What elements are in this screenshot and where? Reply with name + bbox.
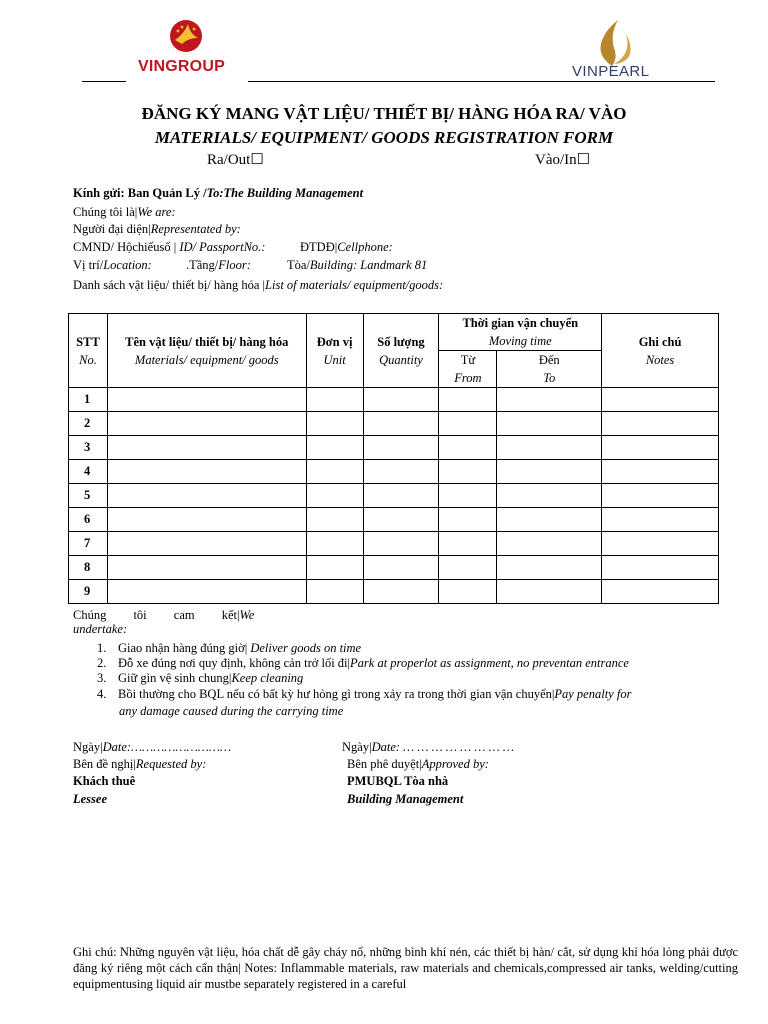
phone-vi: ĐTDĐ| xyxy=(300,240,338,254)
from-vi: Từ xyxy=(460,353,476,367)
list-heading xyxy=(73,278,443,293)
quantity-cell[interactable] xyxy=(363,412,439,436)
undertake-item xyxy=(97,641,361,656)
item-en: Park at properlot as assignment, no preventan entrance xyxy=(350,656,629,670)
unit-cell[interactable] xyxy=(306,436,363,460)
building-management-label-en: Building Management xyxy=(347,792,464,806)
form-title-en: MATERIALS/ EQUIPMENT/ GOODS REGISTRATION FORM xyxy=(154,128,614,147)
lessee-label-en: Lessee xyxy=(73,792,108,806)
req-en: Requested by: xyxy=(135,757,207,771)
name-en: Materials/ equipment/ goods xyxy=(134,352,279,367)
from-cell[interactable] xyxy=(439,532,497,556)
item-name-cell[interactable] xyxy=(107,556,306,580)
lessee-date-field[interactable] xyxy=(73,740,231,755)
table-row xyxy=(69,556,719,580)
floor-field[interactable] xyxy=(186,258,251,273)
header-notes xyxy=(602,314,719,388)
table-row xyxy=(69,508,719,532)
notes-en: Notes xyxy=(645,352,675,367)
quantity-cell[interactable] xyxy=(363,580,439,604)
to-cell[interactable] xyxy=(497,388,602,412)
undertake-item-continuation: any damage caused during the carrying time xyxy=(119,704,344,718)
notes-cell[interactable] xyxy=(602,436,719,460)
to-en: To xyxy=(543,371,556,385)
to-cell[interactable] xyxy=(497,532,602,556)
to-cell[interactable] xyxy=(497,508,602,532)
table-row xyxy=(69,484,719,508)
representative-field[interactable] xyxy=(73,222,241,237)
date-vi: Ngày| xyxy=(73,740,103,754)
quantity-cell[interactable] xyxy=(363,460,439,484)
notes-cell[interactable] xyxy=(602,532,719,556)
vingroup-logo-text: VINGROUP xyxy=(138,58,225,75)
item-name-cell[interactable] xyxy=(107,580,306,604)
notes-cell[interactable] xyxy=(602,412,719,436)
we-are-field[interactable] xyxy=(73,205,176,220)
phone-en: Cellphone: xyxy=(337,240,393,254)
date-en: Date:……………………… xyxy=(102,740,232,754)
unit-cell[interactable] xyxy=(306,460,363,484)
from-cell[interactable] xyxy=(439,484,497,508)
loc-en: Location: xyxy=(103,258,152,272)
time-vi: Thời gian vận chuyển xyxy=(462,316,579,330)
header-name xyxy=(107,314,306,388)
notes-cell[interactable] xyxy=(602,508,719,532)
notes-vi: Ghi chú xyxy=(638,334,682,349)
to-cell[interactable] xyxy=(497,436,602,460)
approved-by-label xyxy=(347,757,489,772)
table-row xyxy=(69,460,719,484)
in-checkbox-label[interactable]: Vào/In☐ xyxy=(535,152,591,168)
notes-cell[interactable] xyxy=(602,484,719,508)
unit-cell[interactable] xyxy=(306,580,363,604)
bldg-vi: Tòa/ xyxy=(287,258,310,272)
unit-cell[interactable] xyxy=(306,484,363,508)
date-en: Date: … … … … … … … … xyxy=(371,740,514,754)
row-number: 3 xyxy=(69,436,108,460)
undertake-item xyxy=(97,687,631,702)
quantity-cell[interactable] xyxy=(363,436,439,460)
unit-cell[interactable] xyxy=(306,556,363,580)
item-vi: Giữ gìn vệ sinh chung| xyxy=(118,671,232,685)
unit-cell[interactable] xyxy=(306,508,363,532)
quantity-cell[interactable] xyxy=(363,556,439,580)
row-number: 2 xyxy=(69,412,108,436)
list-en: List of materials/ equipment/goods: xyxy=(265,278,444,292)
undertake-en: We undertake: xyxy=(73,608,255,636)
header-unit xyxy=(306,314,363,388)
row-number: 7 xyxy=(69,532,108,556)
from-cell[interactable] xyxy=(439,412,497,436)
header-moving-time xyxy=(439,314,602,351)
qty-en: Quantity xyxy=(379,352,423,367)
from-cell[interactable] xyxy=(439,436,497,460)
addressee-vi: Kính gửi: Ban Quản Lý / xyxy=(73,186,207,200)
addressee-line xyxy=(73,186,363,201)
footnote: Ghi chú: Những nguyên vật liệu, hóa chất dễ gây cháy nổ, những bình khí nén, các thiết bị hàn/ cắt, sử dụng khí hóa lỏng phải được đăng ký riêng một cách cẩn thận| Notes: Inflammable materials, raw materials and chemicals,compressed air tanks, welding/cutting equipmentusing liquid air mustbe separately registered in a careful xyxy=(73,945,738,991)
quantity-cell[interactable] xyxy=(363,484,439,508)
item-name-cell[interactable] xyxy=(107,436,306,460)
item-number: 4. xyxy=(97,687,107,701)
undertake-vi: Chúng tôi cam kết| xyxy=(73,608,240,622)
unit-cell[interactable] xyxy=(306,388,363,412)
loc-vi: Vị trí/ xyxy=(73,258,104,272)
to-cell[interactable] xyxy=(497,484,602,508)
list-vi: Danh sách vật liệu/ thiết bị/ hàng hóa | xyxy=(73,278,266,292)
row-number: 8 xyxy=(69,556,108,580)
header-rule-right xyxy=(248,81,715,82)
undertake-heading xyxy=(73,608,268,636)
header-rule-left xyxy=(82,81,126,82)
form-title-vi: ĐĂNG KÝ MANG VẬT LIỆU/ THIẾT BỊ/ HÀNG HÓA RA/ VÀO xyxy=(141,104,627,123)
goods-table xyxy=(68,313,719,604)
id-vi: CMND/ Hộchiếusố | xyxy=(73,240,180,254)
notes-cell[interactable] xyxy=(602,388,719,412)
item-name-cell[interactable] xyxy=(107,532,306,556)
notes-cell[interactable] xyxy=(602,460,719,484)
item-name-cell[interactable] xyxy=(107,484,306,508)
header-quantity xyxy=(363,314,439,388)
from-cell[interactable] xyxy=(439,580,497,604)
from-cell[interactable] xyxy=(439,508,497,532)
addressee-en: To:The Building Management xyxy=(206,186,364,200)
item-number: 1. xyxy=(97,641,107,655)
undertake-item xyxy=(97,671,303,686)
req-vi: Bên đề nghị| xyxy=(73,757,136,771)
stt-en: No. xyxy=(79,352,97,367)
qty-vi: Số lượng xyxy=(377,334,425,349)
to-cell[interactable] xyxy=(497,556,602,580)
approver-date-field[interactable] xyxy=(342,740,514,755)
cellphone-field[interactable] xyxy=(300,240,393,255)
table-row xyxy=(69,388,719,412)
header-stt xyxy=(69,314,108,388)
lessee-label-vi: Khách thuê xyxy=(73,774,136,788)
building-field[interactable] xyxy=(287,258,427,273)
table-row xyxy=(69,412,719,436)
item-name-cell[interactable] xyxy=(107,412,306,436)
to-vi: Đến xyxy=(538,353,560,367)
undertake-item xyxy=(97,656,629,671)
header-to xyxy=(497,351,602,388)
table-row xyxy=(69,436,719,460)
row-number: 6 xyxy=(69,508,108,532)
item-en: Keep cleaning xyxy=(231,671,304,685)
from-cell[interactable] xyxy=(439,388,497,412)
floor-en: Floor: xyxy=(218,258,251,272)
requested-by-label xyxy=(73,757,206,772)
to-cell[interactable] xyxy=(497,460,602,484)
to-cell[interactable] xyxy=(497,580,602,604)
notes-cell[interactable] xyxy=(602,556,719,580)
table-row xyxy=(69,580,719,604)
item-en: Deliver goods on time xyxy=(250,641,362,655)
building-management-label-vi: PMUBQL Tòa nhà xyxy=(347,774,449,788)
from-cell[interactable] xyxy=(439,556,497,580)
row-number: 4 xyxy=(69,460,108,484)
item-vi: Bồi thường cho BQL nếu có bất kỳ hư hỏng gì trong xảy ra trong thời gian vận chuyển| xyxy=(118,687,555,701)
item-name-cell[interactable] xyxy=(107,388,306,412)
stt-vi: STT xyxy=(76,334,100,349)
appr-vi: Bên phê duyệt| xyxy=(347,757,422,771)
quantity-cell[interactable] xyxy=(363,388,439,412)
time-en: Moving time xyxy=(488,334,552,348)
unit-cell[interactable] xyxy=(306,412,363,436)
rep-en: Representated by: xyxy=(150,222,241,236)
header-from xyxy=(439,351,497,388)
notes-cell[interactable] xyxy=(602,580,719,604)
rep-vi: Người đại diện| xyxy=(73,222,151,236)
quantity-cell[interactable] xyxy=(363,508,439,532)
we-are-en: We are: xyxy=(137,205,176,219)
item-en: Pay penalty for xyxy=(554,687,632,701)
quantity-cell[interactable] xyxy=(363,532,439,556)
id-field[interactable] xyxy=(73,240,265,255)
vinpearl-logo-text: VINPEARL xyxy=(572,63,650,80)
unit-en: Unit xyxy=(323,352,346,367)
id-en: ID/ PassportNo.: xyxy=(179,240,266,254)
to-cell[interactable] xyxy=(497,412,602,436)
name-vi: Tên vật liệu/ thiết bị/ hàng hóa xyxy=(125,334,289,349)
from-cell[interactable] xyxy=(439,460,497,484)
appr-en: Approved by: xyxy=(421,757,489,771)
item-vi: Giao nhận hàng đúng giờ| xyxy=(118,641,251,655)
out-checkbox-label[interactable]: Ra/Out☐ xyxy=(207,152,264,168)
row-number: 9 xyxy=(69,580,108,604)
item-number: 3. xyxy=(97,671,107,685)
unit-vi: Đơn vị xyxy=(316,334,353,349)
location-field[interactable] xyxy=(73,258,152,273)
item-vi: Đỗ xe đúng nơi quy định, không cản trở lối đi| xyxy=(118,656,351,670)
item-name-cell[interactable] xyxy=(107,508,306,532)
unit-cell[interactable] xyxy=(306,532,363,556)
bldg-en: Building: Landmark 81 xyxy=(309,258,428,272)
item-number: 2. xyxy=(97,656,107,670)
floor-vi: .Tầng/ xyxy=(186,258,219,272)
table-row xyxy=(69,532,719,556)
we-are-vi: Chúng tôi là| xyxy=(73,205,138,219)
row-number: 1 xyxy=(69,388,108,412)
row-number: 5 xyxy=(69,484,108,508)
date-vi: Ngày| xyxy=(342,740,372,754)
item-name-cell[interactable] xyxy=(107,460,306,484)
from-en: From xyxy=(454,371,482,385)
